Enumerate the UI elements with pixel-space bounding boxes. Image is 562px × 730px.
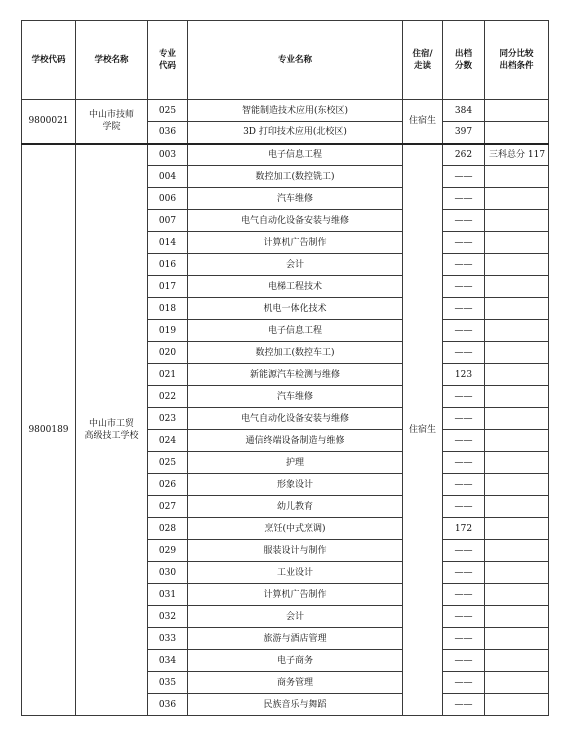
tie-rule: [485, 166, 549, 188]
cutoff-score: ——: [443, 452, 485, 474]
tie-rule: [485, 430, 549, 452]
tie-rule: [485, 562, 549, 584]
major-code: 036: [148, 694, 188, 716]
major-name: 护理: [188, 452, 403, 474]
tie-rule: [485, 100, 549, 122]
tie-rule: [485, 232, 549, 254]
major-code: 020: [148, 342, 188, 364]
major-name: 工业设计: [188, 562, 403, 584]
tie-rule: [485, 364, 549, 386]
cutoff-score: ——: [443, 474, 485, 496]
header-tie-rule: 同分比较 出档条件: [485, 21, 549, 100]
tie-rule: [485, 694, 549, 716]
major-code: 021: [148, 364, 188, 386]
major-name: 电梯工程技术: [188, 276, 403, 298]
cutoff-score: ——: [443, 254, 485, 276]
major-name: 电气自动化设备安装与维修: [188, 408, 403, 430]
major-code: 030: [148, 562, 188, 584]
cutoff-score: 172: [443, 518, 485, 540]
tie-rule: [485, 518, 549, 540]
tie-rule: [485, 320, 549, 342]
tie-rule: [485, 650, 549, 672]
cutoff-score: ——: [443, 298, 485, 320]
header-major-name: 专业名称: [188, 21, 403, 100]
major-code: 014: [148, 232, 188, 254]
header-housing: 住宿/ 走读: [403, 21, 443, 100]
admission-table: [21, 20, 549, 716]
school-name: 中山市工贸 高级技工学校: [76, 144, 148, 716]
major-code: 022: [148, 386, 188, 408]
tie-rule: [485, 276, 549, 298]
tie-rule: [485, 122, 549, 144]
school-code: 9800021: [22, 100, 76, 144]
major-code: 019: [148, 320, 188, 342]
major-code: 025: [148, 452, 188, 474]
major-code: 026: [148, 474, 188, 496]
cutoff-score: ——: [443, 584, 485, 606]
cutoff-score: ——: [443, 386, 485, 408]
school-code: 9800189: [22, 144, 76, 716]
major-name: 计算机广告制作: [188, 232, 403, 254]
tie-rule: [485, 210, 549, 232]
table-row: [22, 100, 549, 122]
cutoff-score: ——: [443, 628, 485, 650]
table-header: [22, 21, 549, 100]
major-name: 旅游与酒店管理: [188, 628, 403, 650]
major-code: 033: [148, 628, 188, 650]
cutoff-score: ——: [443, 166, 485, 188]
cutoff-score: ——: [443, 276, 485, 298]
major-code: 036: [148, 122, 188, 144]
major-name: 新能源汽车检测与维修: [188, 364, 403, 386]
housing-type: 住宿生: [403, 144, 443, 716]
major-name: 会计: [188, 254, 403, 276]
header-school-code: 学校代码: [22, 21, 76, 100]
cutoff-score: ——: [443, 540, 485, 562]
major-name: 电子信息工程: [188, 144, 403, 166]
major-code: 029: [148, 540, 188, 562]
school-name: 中山市技师 学院: [76, 100, 148, 144]
major-name: 民族音乐与舞蹈: [188, 694, 403, 716]
major-code: 032: [148, 606, 188, 628]
major-code: 028: [148, 518, 188, 540]
tie-rule: [485, 496, 549, 518]
major-name: 商务管理: [188, 672, 403, 694]
major-name: 数控加工(数控铣工): [188, 166, 403, 188]
cutoff-score: ——: [443, 650, 485, 672]
tie-rule: [485, 452, 549, 474]
tie-rule: [485, 408, 549, 430]
major-name: 3D 打印技术应用(北校区): [188, 122, 403, 144]
major-code: 017: [148, 276, 188, 298]
cutoff-score: ——: [443, 430, 485, 452]
tie-rule: [485, 386, 549, 408]
tie-rule: [485, 188, 549, 210]
major-code: 004: [148, 166, 188, 188]
tie-rule: [485, 474, 549, 496]
cutoff-score: ——: [443, 562, 485, 584]
cutoff-score: 384: [443, 100, 485, 122]
tie-rule: [485, 298, 549, 320]
cutoff-score: ——: [443, 694, 485, 716]
major-code: 035: [148, 672, 188, 694]
tie-rule: 三科总分 117: [485, 144, 549, 166]
tie-rule: [485, 342, 549, 364]
tie-rule: [485, 540, 549, 562]
cutoff-score: ——: [443, 232, 485, 254]
table-row: [22, 144, 549, 166]
major-code: 027: [148, 496, 188, 518]
tie-rule: [485, 254, 549, 276]
major-code: 024: [148, 430, 188, 452]
major-code: 007: [148, 210, 188, 232]
major-name: 数控加工(数控车工): [188, 342, 403, 364]
major-name: 电子商务: [188, 650, 403, 672]
major-code: 006: [148, 188, 188, 210]
cutoff-score: ——: [443, 606, 485, 628]
cutoff-score: ——: [443, 342, 485, 364]
tie-rule: [485, 628, 549, 650]
major-name: 计算机广告制作: [188, 584, 403, 606]
major-name: 汽车维修: [188, 188, 403, 210]
header-major-code: 专业 代码: [148, 21, 188, 100]
cutoff-score: ——: [443, 408, 485, 430]
cutoff-score: 123: [443, 364, 485, 386]
major-code: 034: [148, 650, 188, 672]
cutoff-score: ——: [443, 672, 485, 694]
header-cutoff-score: 出档 分数: [443, 21, 485, 100]
major-name: 通信终端设备制造与维修: [188, 430, 403, 452]
major-name: 机电一体化技术: [188, 298, 403, 320]
cutoff-score: ——: [443, 188, 485, 210]
housing-type: 住宿生: [403, 100, 443, 144]
major-name: 服装设计与制作: [188, 540, 403, 562]
major-name: 汽车维修: [188, 386, 403, 408]
header-school-name: 学校名称: [76, 21, 148, 100]
cutoff-score: ——: [443, 320, 485, 342]
major-name: 形象设计: [188, 474, 403, 496]
cutoff-score: ——: [443, 210, 485, 232]
major-name: 幼儿教育: [188, 496, 403, 518]
major-name: 电子信息工程: [188, 320, 403, 342]
major-name: 电气自动化设备安装与维修: [188, 210, 403, 232]
major-name: 会计: [188, 606, 403, 628]
cutoff-score: ——: [443, 496, 485, 518]
major-name: 智能制造技术应用(东校区): [188, 100, 403, 122]
major-code: 031: [148, 584, 188, 606]
table-body: [22, 100, 549, 716]
tie-rule: [485, 584, 549, 606]
major-code: 025: [148, 100, 188, 122]
cutoff-score: 262: [443, 144, 485, 166]
tie-rule: [485, 672, 549, 694]
major-code: 023: [148, 408, 188, 430]
major-code: 018: [148, 298, 188, 320]
major-code: 016: [148, 254, 188, 276]
major-name: 烹饪(中式烹调): [188, 518, 403, 540]
cutoff-score: 397: [443, 122, 485, 144]
major-code: 003: [148, 144, 188, 166]
tie-rule: [485, 606, 549, 628]
